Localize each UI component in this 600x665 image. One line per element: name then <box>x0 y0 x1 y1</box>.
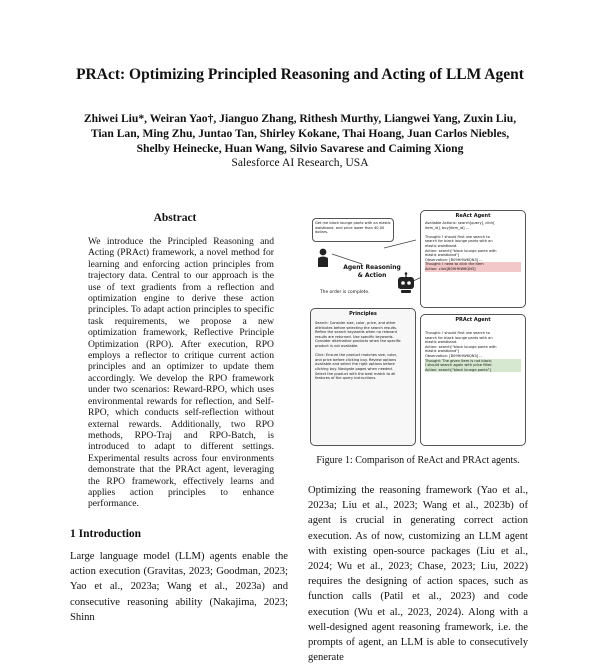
principles-text <box>315 321 411 381</box>
principle-line: attributes before selecting the search results. <box>315 325 398 330</box>
react-line: Thought: I need to click the item <box>425 262 521 267</box>
pract-line: elastic waistband. <box>425 340 458 345</box>
react-line: search for black lounge pants with an <box>425 239 493 244</box>
principle-line: available and select the right options before <box>315 362 395 367</box>
pract-line: Observation: [B09HHW6QN3] ... <box>425 353 483 358</box>
react-line: Observation: [B09HHW6QN3] ... <box>425 257 483 262</box>
user-query-text: Get me black lounge pants with an elastic waistband, and price lower than 40.00 dollars. <box>315 221 391 235</box>
principle-line: Click: Ensure the product matches size, color, <box>315 353 398 358</box>
right-column-body: Optimizing the reasoning framework (Yao et al., 2023a; Liu et al., 2023; Wang et al., 2023b) of agent is crucial in generating correct action execution. As of now, customizing an LLM agent with existing open-source packages (Liu et al., 2024; Wu et al., 2023; Chase, 2023; Liu, 2022) requires the designing of action spaces, such as function calls (Patil et al., 2023) and code execution (Wu et al., 2023, 2024). Along with a well-designed agent reasoning framework, i.e. the prompts of agent, an LLM is able to consecutively generate <box>308 485 528 664</box>
abstract-body: We introduce the Principled Reasoning and Acting (PRAct) framework, a novel method for learning and enforcing action principles from trajectory data. Central to our approach is the use of text gradients from a reflection and optimization engine to derive these action principles. To adapt action principles to specific task requirements, we propose a new optimization framework, Reflective Principle Optimization (RPO). After execution, RPO employs a reflector to critique current action principles and an optimizer to update them accordingly. We develop the RPO framework under two scenarios: Reward-RPO, which uses environmental rewards for reflection, and Self-RPO, which conducts self-reflection without external rewards. Additionally, two RPO methods, RPO-Traj and RPO-Batch, is introduced to adapt to different settings. Experimental results across four environments demonstrate that the PRAct agent, leveraging the RPO framework, effectively learns and applies action principles to enhance performance. <box>88 236 274 510</box>
react-line: Action: search["black lounge pants with <box>425 248 497 253</box>
principles-panel <box>310 308 416 446</box>
author-list <box>60 112 540 171</box>
order-complete-text: The order is complete. <box>320 290 370 295</box>
pract-line: I should search again with price filter. <box>425 363 521 368</box>
pract-line: search for black lounge pants with an <box>425 335 493 340</box>
react-line: Action: click[B09HHW6QN3] <box>425 267 521 272</box>
principle-line: features of the query instructions. <box>315 376 377 381</box>
principle-line: Select the product with the best match to all <box>315 371 396 376</box>
abstract-heading: Abstract <box>153 212 197 224</box>
principle-line: Search: Consider size, color, price, and other <box>315 321 396 325</box>
authors-line-3: Shelby Heinecke, Huan Wang, Silvio Savarese and Caiming Xiong <box>136 141 464 155</box>
principles-header: Principles <box>349 311 377 317</box>
principle-line: results are returned. Use specific keywords. <box>315 334 394 339</box>
pract-line: Action: search["black lounge pants"] <box>425 368 521 373</box>
paper-title: PRAct: Optimizing Principled Reasoning and Acting of LLM Agent <box>76 66 524 83</box>
affiliation: Salesforce AI Research, USA <box>231 156 369 170</box>
agent-reasoning-label: Agent Reasoning & Action <box>343 264 401 279</box>
react-line: elastic waistband. <box>425 243 458 248</box>
react-line: elastic waistband"] <box>425 253 460 258</box>
pract-line: Thought: The given item is not black; <box>425 359 521 364</box>
pract-agent-header: PRAct Agent <box>455 317 491 323</box>
react-agent-header: ReAct Agent <box>455 213 491 219</box>
pract-trace <box>425 331 521 372</box>
section-heading-introduction: 1 Introduction <box>70 528 142 540</box>
react-trace <box>425 221 521 272</box>
react-agent-panel <box>420 210 526 308</box>
figure-caption: Figure 1: Comparison of ReAct and PRAct agents. <box>316 455 520 466</box>
principle-line: product is not available. <box>315 343 359 348</box>
authors-line-2: Tian Lan, Ming Zhu, Juntao Tan, Shirley Kokane, Thai Hoang, Juan Carlos Niebles, <box>90 126 510 140</box>
figure-1 <box>308 208 530 448</box>
pract-line: elastic waistband"] <box>425 349 460 354</box>
authors-line-1: Zhiwei Liu*, Weiran Yao†, Jianguo Zhang, Rithesh Murthy, Liangwei Yang, Zuxin Liu, <box>83 112 517 125</box>
principle-line: clicking buy. Navigate pages when needed. <box>315 366 393 371</box>
react-line: item_id], buy[item_id] ... <box>425 225 470 230</box>
introduction-body: Large language model (LLM) agents enable the action execution (Gravitas, 2023; Goodman, 2023; Yao et al., 2023a; Wang et al., 2023a) and consecutive reasoning ability (Nakajima, 2023; Shinn <box>70 551 288 623</box>
principle-line: and price before clicking buy. Review options <box>315 357 397 362</box>
react-line: Thought: I should first use search to <box>425 234 490 239</box>
principle-line: Refine the search keywords when no relevant <box>315 330 398 335</box>
robot-icon <box>396 272 416 294</box>
pract-line: Thought: I should first use search to <box>425 331 490 335</box>
pract-agent-panel <box>420 314 526 446</box>
react-line: Available Actions: search[query], click[ <box>425 221 495 225</box>
pract-line: Action: search["black lounge pants with <box>425 344 497 349</box>
principle-line: Consider alternative products when the specific <box>315 339 401 344</box>
